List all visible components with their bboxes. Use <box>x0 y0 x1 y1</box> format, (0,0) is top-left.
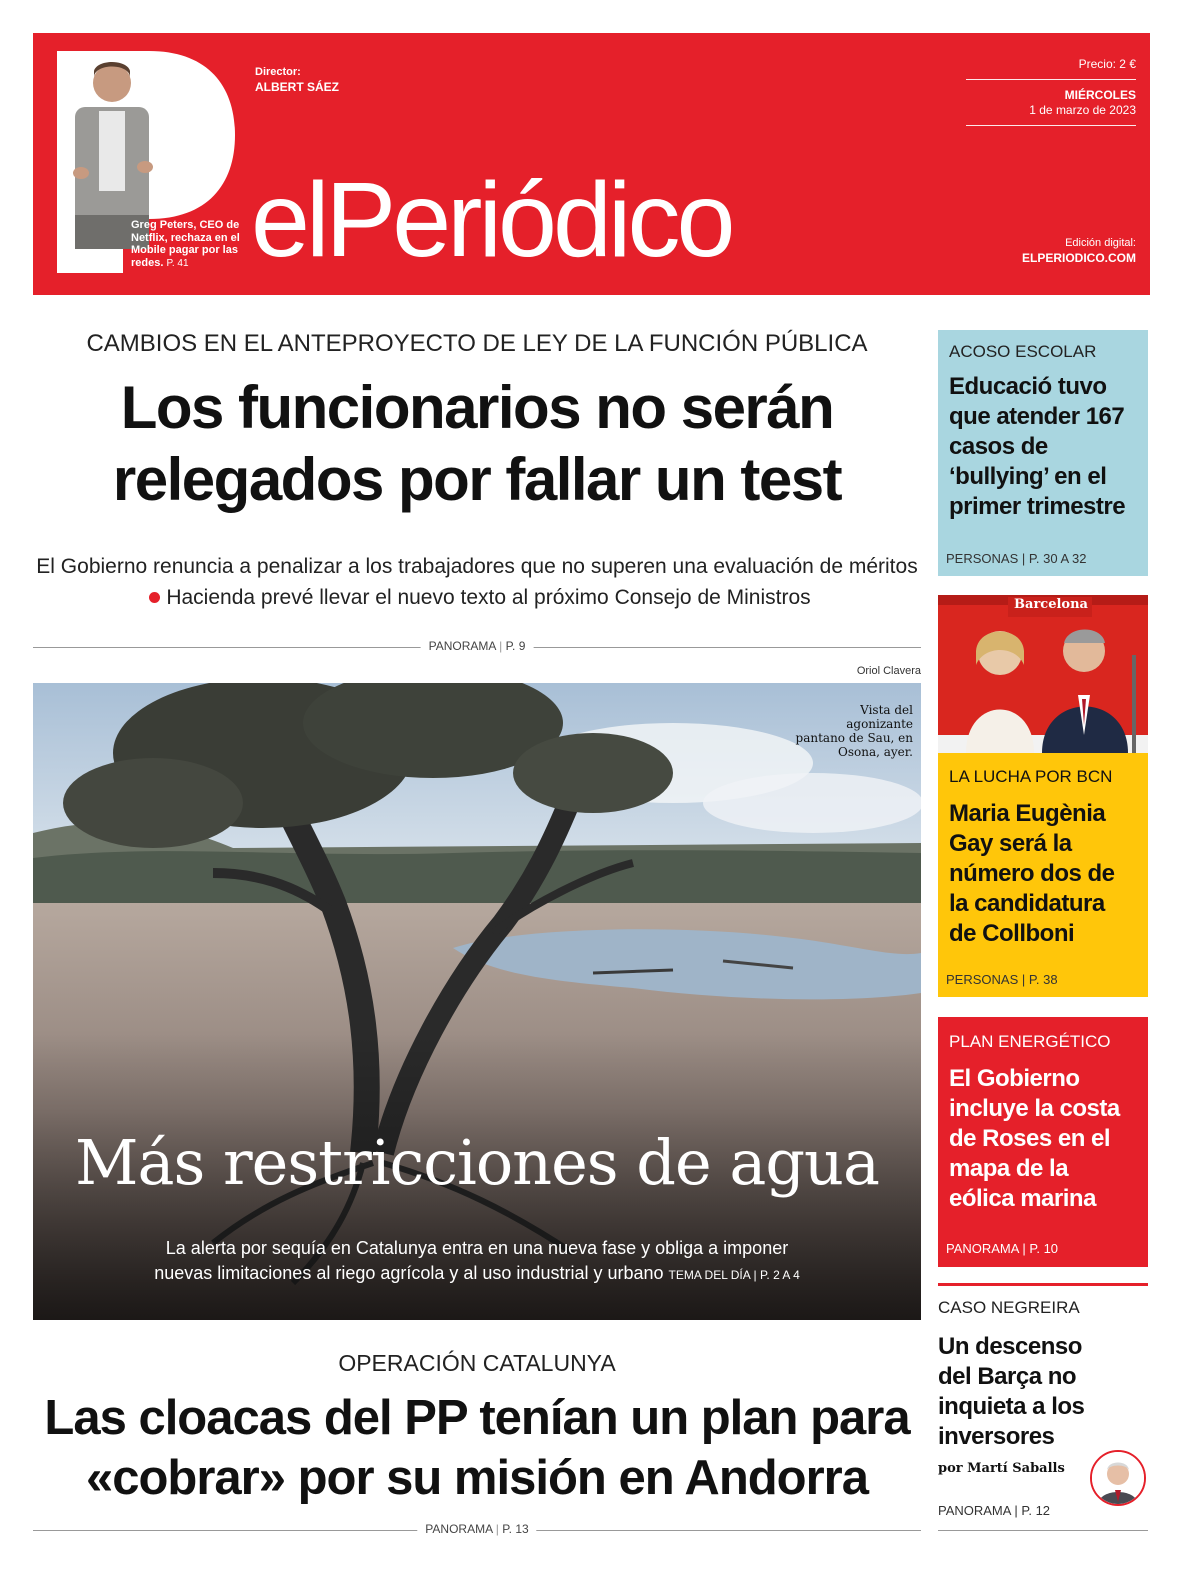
lead-headline[interactable] <box>33 372 921 516</box>
cover-caption[interactable] <box>131 219 243 270</box>
author-portrait <box>1092 1452 1144 1504</box>
sidebar-teaser-bullying[interactable] <box>938 330 1148 576</box>
photo-deck <box>73 1236 881 1288</box>
lead-headline-line2: relegados por fallar un test <box>112 446 842 513</box>
bottom-headline-line2: «cobrar» por su misión en Andorra <box>85 1451 869 1505</box>
page-number: P. 2 A 4 <box>759 1268 800 1282</box>
photo-story[interactable] <box>33 683 921 1320</box>
meta-divider <box>966 79 1136 80</box>
teaser-kicker: ACOSO ESCOLAR <box>949 342 1097 361</box>
cover-caption-page: P. 41 <box>166 257 189 269</box>
page-ref-label[interactable] <box>417 1522 536 1536</box>
page-number: P. 13 <box>502 1522 529 1536</box>
event-photo <box>938 595 1148 753</box>
issue-meta <box>966 57 1136 134</box>
separator: | <box>1021 551 1026 566</box>
section-name: PANORAMA <box>428 639 496 653</box>
weekday: MIÉRCOLES <box>1064 88 1136 102</box>
sidebar-teaser-energy[interactable] <box>938 1017 1148 1267</box>
lead-page-ref <box>33 638 921 658</box>
separator: | <box>1022 1241 1026 1256</box>
lead-deck-part2: Hacienda prevé llevar el nuevo texto al próximo Consejo de Ministros <box>166 586 811 609</box>
page-ref-label[interactable] <box>421 639 534 653</box>
section-name: PANORAMA <box>425 1522 493 1536</box>
page-number: P. 12 <box>1021 1503 1051 1518</box>
photo-sign-text: Barcelona <box>1014 597 1088 612</box>
section-name: TEMA DEL DÍA <box>668 1268 751 1282</box>
teaser-page-ref[interactable] <box>946 1241 1058 1256</box>
page-number: P. 30 A 32 <box>1028 551 1087 566</box>
teaser-headline: El Gobierno incluye la costa de Roses en el mapa de la eólica marina <box>949 1065 1120 1212</box>
separator: | <box>1021 972 1026 987</box>
section-name: PERSONAS <box>946 972 1019 987</box>
section-name: PANORAMA <box>946 1241 1019 1256</box>
photo-deck-line2: nuevas limitaciones al riego agrícola y al uso industrial y urbano <box>154 1263 664 1283</box>
price: Precio: 2 € <box>1078 57 1136 71</box>
page-number: P. 10 <box>1029 1241 1059 1256</box>
teaser-kicker: PLAN ENERGÉTICO <box>949 1032 1111 1051</box>
sidebar-teaser-bcn[interactable] <box>938 753 1148 997</box>
newspaper-logo[interactable] <box>251 161 732 279</box>
director-credit <box>255 65 339 95</box>
page-number: P. 9 <box>505 639 526 653</box>
director-label: Director: <box>255 66 301 78</box>
edition-url[interactable]: ELPERIODICO.COM <box>1021 251 1136 265</box>
teaser-byline: por Martí Saballs <box>938 1461 1065 1476</box>
lead-deck <box>33 551 921 613</box>
separator: | <box>499 639 503 653</box>
digital-edition[interactable] <box>1022 236 1136 266</box>
logo-periodico: Periódico <box>325 161 732 279</box>
issue-date: 1 de marzo de 2023 <box>1029 103 1136 117</box>
photo-credit: Oriol Clavera <box>856 665 921 677</box>
masthead <box>33 33 1150 295</box>
edition-label: Edición digital: <box>1065 237 1136 249</box>
section-name: PANORAMA <box>938 1503 1011 1518</box>
author-avatar <box>1090 1450 1146 1506</box>
bottom-kicker: OPERACIÓN CATALUNYA <box>338 1350 616 1376</box>
teaser-headline: Educació tuvo que atender 167 casos de ‘bullying’ en el primer trimestre <box>949 373 1126 520</box>
section-name: PERSONAS <box>946 551 1019 566</box>
photo-headline: Más restricciones de agua <box>75 1126 879 1199</box>
reservoir-photo <box>33 683 921 1320</box>
separator: | <box>495 1522 499 1536</box>
teaser-photo-collboni-gay[interactable] <box>938 595 1148 753</box>
teaser-headline: Maria Eugènia Gay será la número dos de la candidatura de Collboni <box>949 800 1115 947</box>
teaser-kicker: LA LUCHA POR BCN <box>949 767 1113 786</box>
director-name: ALBERT SÁEZ <box>255 80 339 94</box>
divider-line <box>938 1530 1148 1531</box>
separator: | <box>753 1268 757 1282</box>
teaser-page-ref[interactable] <box>938 1503 1050 1518</box>
section-divider <box>938 1283 1148 1286</box>
bullet-dot-icon <box>149 592 160 603</box>
teaser-page-ref[interactable] <box>946 972 1058 987</box>
teaser-page-ref[interactable] <box>946 551 1087 566</box>
lead-headline-line1: Los funcionarios no serán <box>120 374 834 441</box>
photo-deck-line1: La alerta por sequía en Catalunya entra en una nueva fase y obliga a imponer <box>165 1238 789 1258</box>
bottom-headline-line1: Las cloacas del PP tenían un plan para <box>44 1391 910 1445</box>
photo-page-ref[interactable] <box>669 1268 800 1282</box>
page-number: P. 38 <box>1028 972 1058 987</box>
photo-caption: Vista del agonizante pantano de Sau, en Osona, ayer. <box>795 703 913 759</box>
lead-kicker: CAMBIOS EN EL ANTEPROYECTO DE LEY DE LA FUNCIÓN PÚBLICA <box>86 330 868 357</box>
bottom-headline[interactable] <box>33 1388 921 1508</box>
lead-deck-part1: El Gobierno renuncia a penalizar a los trabajadores que no superen una evaluación de méritos <box>36 555 918 578</box>
separator: | <box>1014 1503 1018 1518</box>
teaser-headline: Un descenso del Barça no inquieta a los inversores <box>938 1333 1085 1450</box>
logo-el: el <box>251 161 326 279</box>
teaser-kicker: CASO NEGREIRA <box>938 1298 1080 1317</box>
bottom-page-ref <box>33 1521 921 1541</box>
cover-caption-text: Greg Peters, CEO de Netflix, rechaza en el Mobile pagar por las redes. <box>131 219 240 269</box>
meta-divider <box>966 125 1136 126</box>
